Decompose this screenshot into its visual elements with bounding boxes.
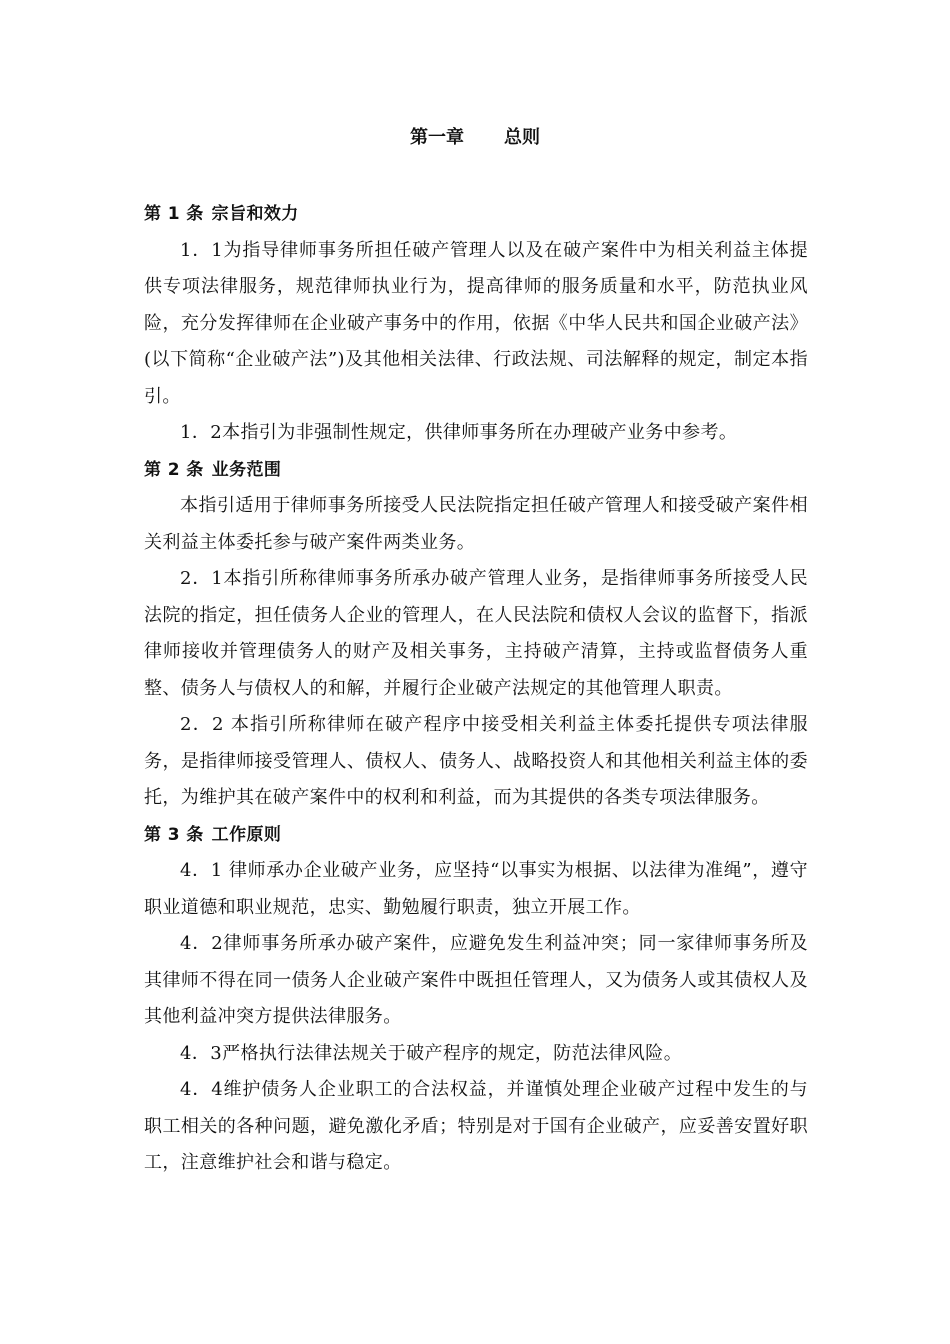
document-body [144,196,808,1182]
article-title: 工作原则 [211,824,282,845]
article-paragraph: 4．4维护债务人企业职工的合法权益，并谨慎处理企业破产过程中发生的与职工相关的各种问题，避免激化矛盾；特别是对于国有企业破产，应妥善安置好职工，注意维护社会和谐与稳定。 [144,1079,808,1173]
article-heading [144,452,808,489]
article-title: 宗旨和效力 [211,204,299,224]
article-number: 第 2 条 [144,459,204,480]
chapter-name: 总则 [504,127,540,148]
article-number: 第 3 条 [144,824,204,845]
article-paragraph: 4．1 律师承办企业破产业务，应坚持“以事实为根据、以法律为准绳”，遵守职业道德和职业规范，忠实、勤勉履行职责，独立开展工作。 [144,860,808,918]
article-paragraph: 1．1为指导律师事务所担任破产管理人以及在破产案件中为相关利益主体提供专项法律服务，规范律师执业行为，提高律师的服务质量和水平，防范执业风险，充分发挥律师在企业破产事务中的作用，依据《中华人民共和国企业破产法》(以下简称“企业破产法”)及其他相关法律、行政法规、司法解释的规定，制定本指引。 [144,239,808,407]
article-heading [144,196,808,233]
article-title: 业务范围 [211,459,282,480]
article-paragraph: 4．2律师事务所承办破产案件，应避免发生利益冲突；同一家律师事务所及其律师不得在同一债务人企业破产案件中既担任管理人，又为债务人或其债权人及其他利益冲突方提供法律服务。 [144,933,808,1027]
article-paragraph: 2．2 本指引所称律师在破产程序中接受相关利益主体委托提供专项法律服务，是指律师接受管理人、债权人、债务人、战略投资人和其他相关利益主体的委托，为维护其在破产案件中的权利和利益，而为其提供的各类专项法律服务。 [144,714,808,808]
chapter-number: 第一章 [410,127,464,148]
chapter-title [0,124,950,152]
article-paragraph: 1．2本指引为非强制性规定，供律师事务所在办理破产业务中参考。 [180,422,738,443]
article-paragraph: 4．3严格执行法律法规关于破产程序的规定，防范法律风险。 [180,1042,683,1064]
article-paragraph: 本指引适用于律师事务所接受人民法院指定担任破产管理人和接受破产案件相关利益主体委托参与破产案件两类业务。 [144,495,808,553]
article-heading [144,817,808,854]
article-number: 第 1 条 [144,204,204,224]
article-paragraph: 2．1本指引所称律师事务所承办破产管理人业务，是指律师事务所接受人民法院的指定，担任债务人企业的管理人，在人民法院和债权人会议的监督下，指派律师接收并管理债务人的财产及相关事务，主持破产清算，主持或监督债务人重整、债务人与债权人的和解，并履行企业破产法规定的其他管理人职责。 [144,568,808,699]
